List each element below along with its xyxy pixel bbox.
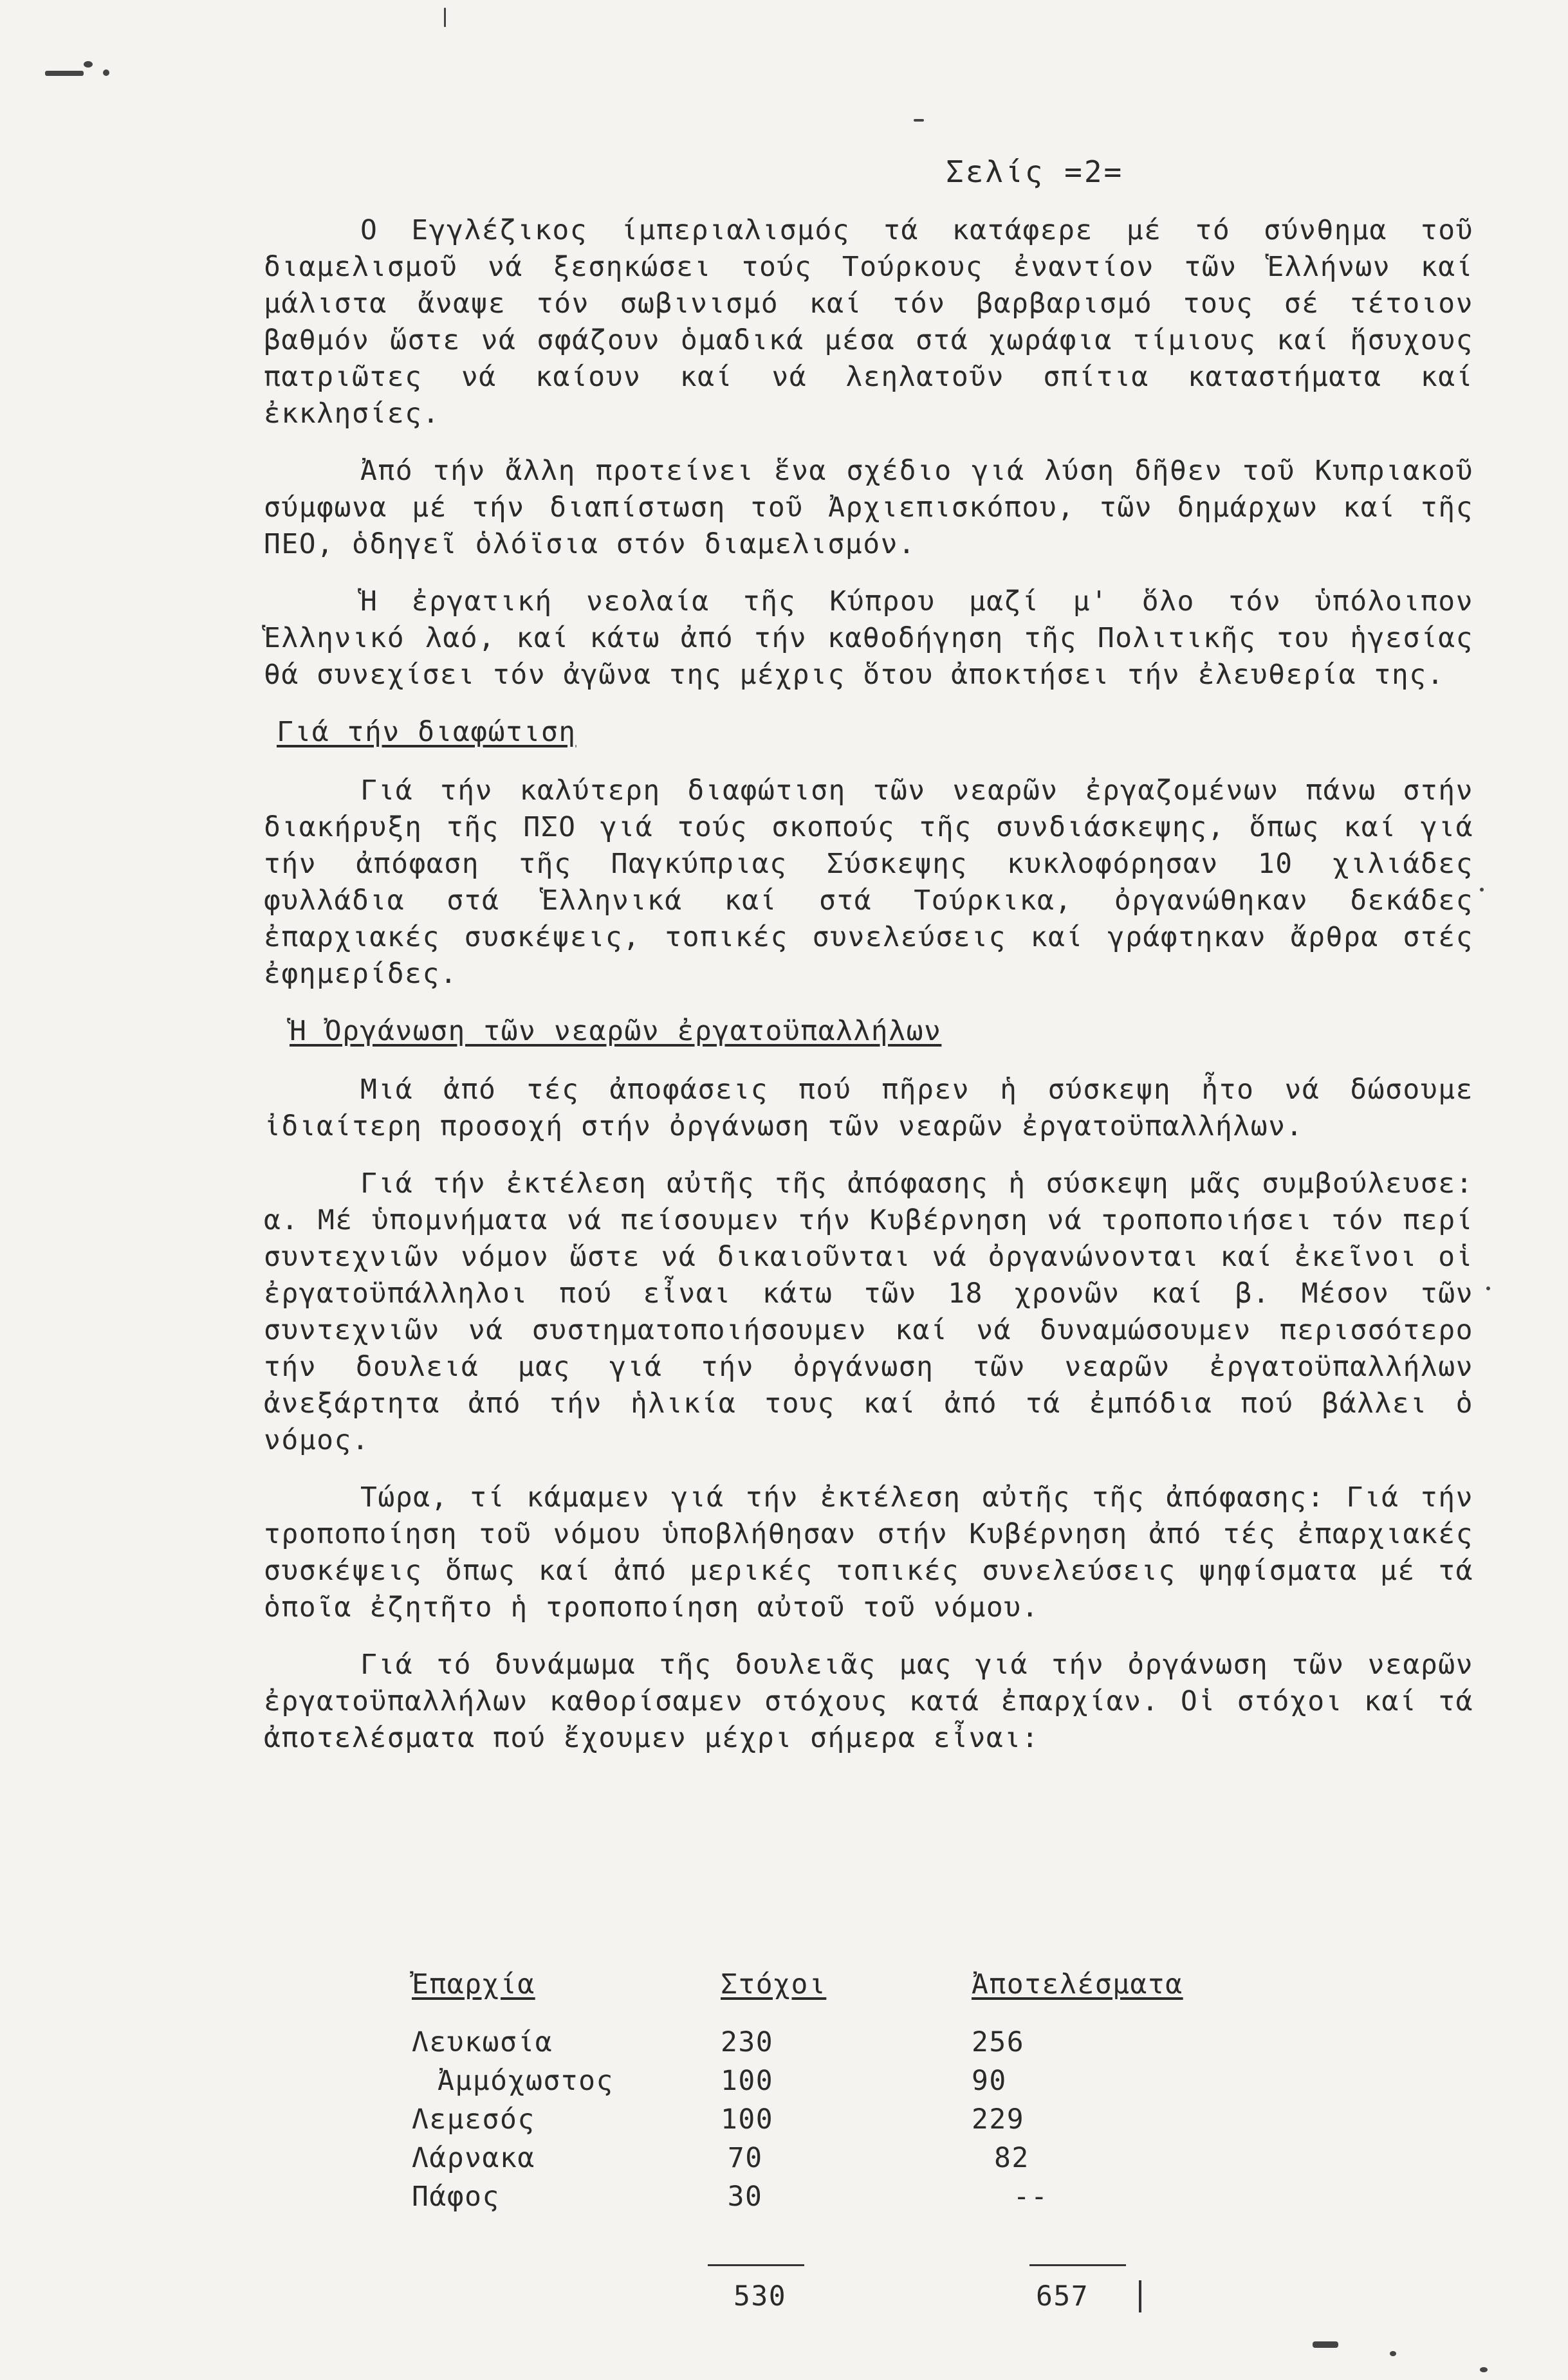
table-row	[412, 2100, 1158, 2139]
targets-results-table	[412, 1965, 1183, 2216]
page-number: Σελίς =2=	[946, 154, 1124, 189]
cell-result: 256	[972, 2026, 1025, 2058]
table-row	[412, 2139, 1158, 2177]
section-heading-organization: Ἡ Ὀργάνωση τῶν νεαρῶν ἐργατοϋπαλλήλων	[290, 1015, 942, 1047]
total-rule-targets	[708, 2264, 804, 2266]
cell-district: Πάφος	[412, 2181, 500, 2213]
section2-paragraph-3: Τώρα, τί κάμαμεν γιά τήν ἐκτέλεση αὐτῆς τῆς ἀπόφασης: Γιά τήν τροποποίηση τοῦ νόμου ὑποβλήθησαν στήν Κυβέρνηση ἀπό τές ἐπαρχιακές συσκέψεις ὅπως καί ἀπό μερικές τοπικές συνελεύσεις ψηφίσματα μέ τά ὁποῖα ἐζητῆτο ἡ τροποποίηση αὐτοῦ τοῦ νόμου.	[264, 1481, 1473, 1624]
scan-speck	[103, 69, 109, 76]
total-rule-results	[1029, 2264, 1126, 2266]
section2-paragraph-4: Γιά τό δυνάμωμα τῆς δουλειᾶς μας γιά τήν ὀργάνωση τῶν νεαρῶν ἐργατοϋπαλλήλων καθορίσαμεν στόχους κατά ἐπαρχίαν. Οἱ στόχοι καί τά ἀποτελέσματα πού ἔχουμεν μέχρι σήμερα εἶναι:	[264, 1649, 1473, 1754]
scan-speck	[1480, 2367, 1488, 2372]
margin-tick-mark	[1139, 2280, 1141, 2312]
scan-speck	[45, 71, 84, 76]
cell-district: Ἀμμόχωστος	[438, 2065, 614, 2097]
scan-speck	[1313, 2341, 1338, 2348]
cell-target: 230	[721, 2026, 774, 2058]
cell-result: --	[1013, 2181, 1049, 2213]
scan-speck	[84, 61, 93, 68]
document-body	[264, 212, 1473, 1777]
cell-result: 82	[994, 2142, 1029, 2174]
table-row	[412, 2177, 1158, 2216]
cell-target: 100	[721, 2103, 774, 2136]
scan-speck	[1390, 2351, 1396, 2356]
section2-paragraph-2: Γιά τήν ἐκτέλεση αὐτῆς τῆς ἀπόφασης ἡ σύσκεψη μᾶς συμβούλευσε: α. Μέ ὑπομνήματα νά πείσουμεν τήν Κυβέρνηση νά τροποποιήσει τόν περί συντεχνιῶν νόμον ὥστε νά δικαιοῦνται νά ὀργανώνονται καί ἐκεῖνοι οἱ ἐργατοϋπάλληλοι πού εἶναι κάτω τῶν 18 χρονῶν καί β. Μέσον τῶν συντεχνιῶν νά συστηματοποιήσουμεν καί νά δυναμώσουμεν περισσότερο τήν δουλειά μας γιά τήν ὀργάνωση τῶν νεαρῶν ἐργατοϋπαλλήλων ἀνεξάρτητα ἀπό τήν ἡλικία τους καί ἀπό τά ἐμπόδια πού βάλλει ὁ νόμος.	[264, 1167, 1473, 1456]
section1-paragraph-1: Γιά τήν καλύτερη διαφώτιση τῶν νεαρῶν ἐργαζομένων πάνω στήν διακήρυξη τῆς ΠΣΟ γιά τούς σκοπούς τῆς συνδιάσκεψης, ὅπως καί γιά τήν ἀπόφαση τῆς Παγκύπριας Σύσκεψης κυκλοφόρησαν 10 χιλιάδες φυλλάδια στά Ἑλληνικά καί στά Τούρκικα, ὀργανώθηκαν δεκάδες ἐπαρχιακές συσκέψεις, τοπικές συνελεύσεις καί γράφτηκαν ἄρθρα στές ἐφημερίδες.	[264, 774, 1473, 990]
section-heading-enlightenment: Γιά τήν διαφώτιση	[277, 716, 576, 748]
cell-target: 100	[721, 2065, 774, 2097]
total-targets: 530	[733, 2280, 787, 2312]
paragraph-3: Ἡ ἐργατική νεολαία τῆς Κύπρου μαζί μ' ὅλο τόν ὑπόλοιπον Ἑλληνικό λαό, καί κάτω ἀπό τήν καθοδήγηση τῆς Πολιτικῆς του ἡγεσίας θά συνεχίσει τόν ἀγῶνα της μέχρις ὅτου ἀποκτήσει τήν ἐλευθερία της.	[264, 585, 1473, 691]
cell-district: Λευκωσία	[412, 2026, 553, 2058]
table-header-row	[412, 1965, 1183, 2004]
cell-target: 70	[727, 2142, 763, 2174]
header-results: Ἀποτελέσματα	[972, 1968, 1183, 2000]
cell-district: Λάρνακα	[412, 2142, 535, 2174]
total-results: 657	[1036, 2280, 1089, 2312]
scan-speck	[444, 8, 446, 27]
table-row	[412, 2062, 1158, 2100]
cell-target: 30	[727, 2181, 763, 2213]
table-row	[412, 2023, 1158, 2062]
header-district: Ἐπαρχία	[412, 1968, 535, 2000]
scan-speck	[1480, 888, 1484, 892]
paragraph-1: Ο Εγγλέζικος ίμπεριαλισμός τά κατάφερε μέ τό σύνθημα τοῦ διαμελισμοῦ νά ξεσηκώσει τούς Τούρκους ἐναντίον τῶν Ἑλλήνων καί μάλιστα ἄναψε τόν σωβινισμό καί τόν βαρβαρισμό τους σέ τέτοιον βαθμόν ὥστε νά σφάζουν ὁμαδικά μέσα στά χωράφια τίμιους καί ἥσυχους πατριῶτες νά καίουν καί νά λεηλατοῦν σπίτια καταστήματα καί ἐκκλησίες.	[264, 214, 1473, 430]
scan-speck	[1486, 1286, 1490, 1290]
section2-paragraph-1: Μιά ἀπό τές ἀποφάσεις πού πῆρεν ἡ σύσκεψη ἦτο νά δώσουμε ἰδιαίτερη προσοχή στήν ὀργάνωση τῶν νεαρῶν ἐργατοϋπαλλήλων.	[264, 1074, 1473, 1142]
scan-speck	[914, 119, 924, 122]
cell-result: 229	[972, 2103, 1025, 2136]
cell-result: 90	[972, 2065, 1007, 2097]
paragraph-2: Ἀπό τήν ἄλλη προτείνει ἕνα σχέδιο γιά λύση δῆθεν τοῦ Κυπριακοῦ σύμφωνα μέ τήν διαπίστωση τοῦ Ἀρχιεπισκόπου, τῶν δημάρχων καί τῆς ΠΕΟ, ὁδηγεῖ ὁλόϊσια στόν διαμελισμόν.	[264, 455, 1473, 560]
header-targets: Στόχοι	[721, 1968, 827, 2000]
cell-district: Λεμεσός	[412, 2103, 535, 2136]
